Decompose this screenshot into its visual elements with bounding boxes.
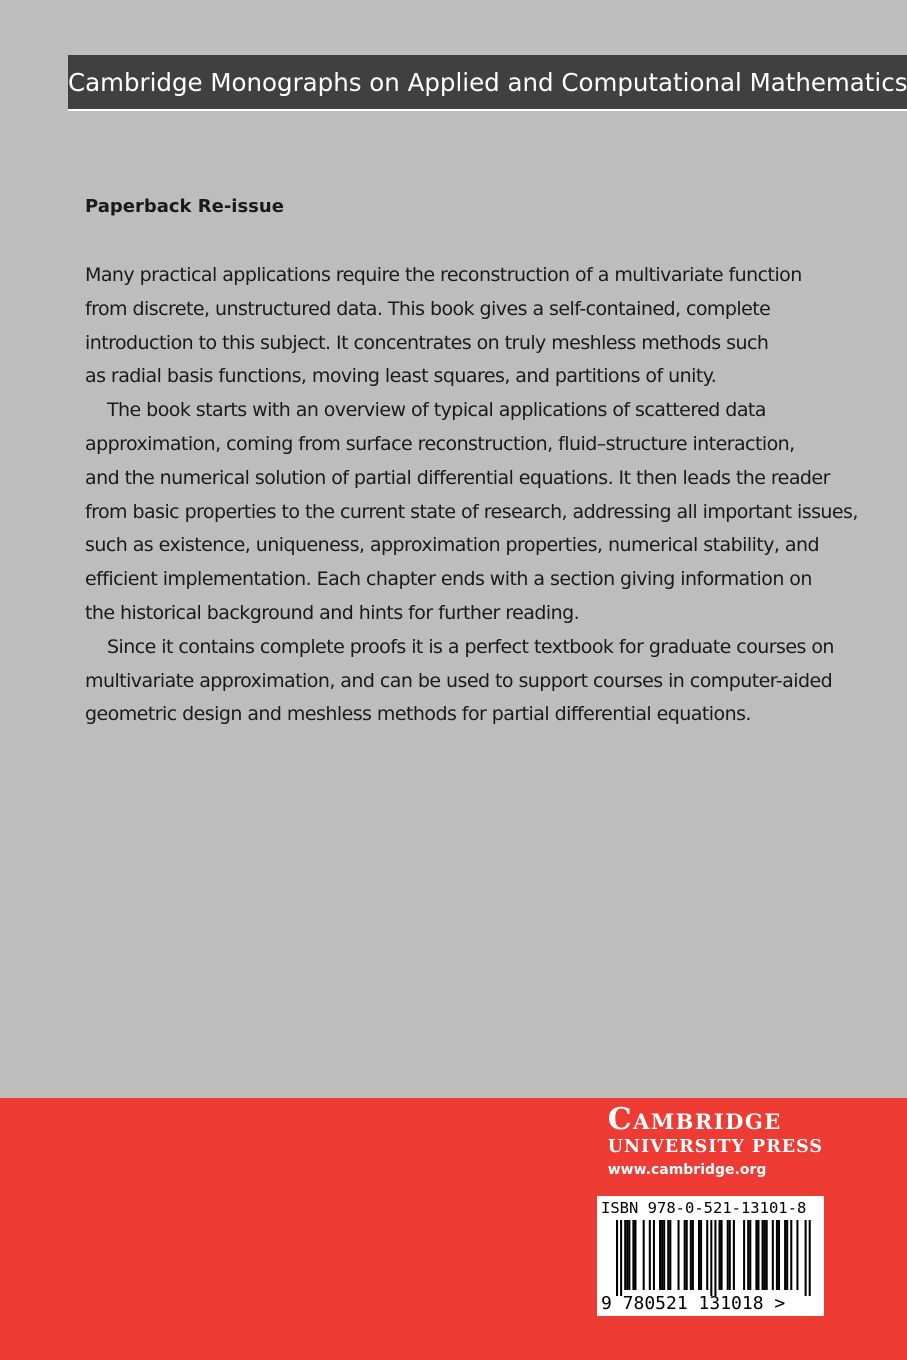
barcode-bar [786, 1220, 788, 1290]
tagline: Paperback Re-issue [85, 196, 284, 217]
barcode-bar [733, 1220, 735, 1290]
description-line: efficient implementation. Each chapter ends with a section giving information on [85, 568, 812, 591]
barcode-bar [764, 1220, 766, 1290]
barcode-bar [632, 1220, 634, 1290]
description-line: Many practical applications require the reconstruction of a multivariate function [85, 264, 802, 286]
description-line: and the numerical solution of partial differential equations. It then leads the reader [85, 466, 830, 489]
barcode-bar [700, 1220, 702, 1290]
series-title-bar [68, 55, 907, 111]
description-line: Since it contains complete proofs it is a perfect textbook for graduate courses on [107, 635, 834, 658]
barcode-guard-bar [616, 1220, 618, 1296]
barcode-bar [624, 1220, 626, 1290]
barcode-bars [597, 1220, 824, 1296]
isbn-label: ISBN 978-0-521-13101-8 [601, 1199, 807, 1217]
barcode-bar [757, 1220, 759, 1290]
publisher-url: www.cambridge.org [607, 1162, 767, 1178]
barcode-bar [649, 1220, 651, 1290]
description-line: multivariate approximation, and can be used to support courses in computer-aided [85, 669, 833, 692]
barcode-bar [778, 1220, 780, 1290]
barcode-bar [690, 1220, 692, 1290]
barcode-bar [667, 1220, 669, 1290]
barcode-bar [755, 1220, 757, 1290]
barcode-bar [762, 1220, 764, 1290]
description-line: the historical background and hints for further reading. [85, 601, 580, 624]
description-line: The book starts with an overview of typical applications of scattered data [107, 399, 766, 422]
barcode-bar [749, 1220, 751, 1290]
barcode-bar [719, 1220, 721, 1290]
description-line: such as existence, uniqueness, approximation properties, numerical stability, and [85, 534, 819, 557]
isbn-barcode [597, 1196, 824, 1316]
publisher-press: UNIVERSITY PRESS [607, 1137, 823, 1157]
description-line: geometric design and meshless methods for partial differential equations. [85, 703, 751, 726]
barcode-guard-bar [805, 1220, 807, 1296]
barcode-bar [626, 1220, 628, 1290]
barcode-bar [686, 1220, 688, 1290]
barcode-bar [669, 1220, 671, 1290]
description-line: introduction to this subject. It concentrates on truly meshless methods such [85, 331, 769, 354]
barcode-bar [790, 1220, 792, 1290]
description-line: as radial basis functions, moving least squares, and partitions of unity. [85, 365, 717, 388]
publisher-logo [608, 1104, 823, 1182]
barcode-bar [659, 1220, 661, 1290]
barcode-bar [776, 1220, 778, 1290]
barcode-bar [684, 1220, 686, 1290]
barcode-bar [721, 1220, 723, 1290]
book-description [85, 259, 865, 732]
barcode-bar [634, 1220, 636, 1290]
barcode-bar [729, 1220, 731, 1290]
barcode-bar [692, 1220, 694, 1290]
barcode-bar [743, 1220, 745, 1290]
series-title: Cambridge Monographs on Applied and Computational Mathematics [68, 68, 907, 97]
barcode-bar [796, 1220, 798, 1290]
barcode-guard-bar [714, 1220, 716, 1296]
barcode-bar [661, 1220, 663, 1290]
barcode-bar [772, 1220, 774, 1290]
barcode-bar [747, 1220, 749, 1290]
description-line: approximation, coming from surface reconstruction, fluid–structure interaction, [85, 432, 795, 455]
barcode-guard-bar [710, 1220, 712, 1296]
barcode-bar [727, 1220, 729, 1290]
barcode-guard-bar [620, 1220, 622, 1296]
barcode-bar [663, 1220, 665, 1290]
barcode-bar [698, 1220, 700, 1290]
publisher-name: Cambridge [607, 1102, 782, 1137]
barcode-guard-bar [809, 1220, 811, 1296]
description-line: from discrete, unstructured data. This book gives a self-contained, complete [85, 297, 771, 320]
description-line: from basic properties to the current state of research, addressing all important issues, [85, 500, 858, 523]
barcode-digits: 9 780521 131018 > [601, 1293, 786, 1314]
barcode-bar [643, 1220, 645, 1290]
barcode-bar [653, 1220, 655, 1290]
barcode-bar [628, 1220, 630, 1290]
barcode-bar [784, 1220, 786, 1290]
barcode-bar [706, 1220, 708, 1290]
barcode-bar [678, 1220, 680, 1290]
barcode-bar [766, 1220, 768, 1290]
